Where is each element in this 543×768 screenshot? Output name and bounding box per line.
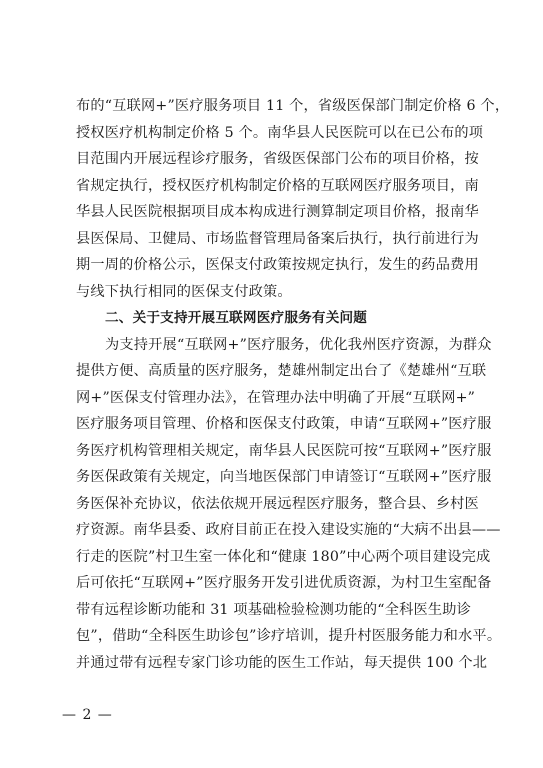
body-line: 行走的医院”村卫生室一体化和“健康 180”中心两个项目建设完成 <box>76 548 491 565</box>
body-line: 务医保政策有关规定，向当地医保部门申请签订“互联网+”医疗服 <box>76 469 492 485</box>
body-line: 提供方便、高质量的医疗服务，楚雄州制定出台了《楚雄州“互联 <box>76 363 487 379</box>
body-line: 后可依托“互联网+”医疗服务开发引进优质资源，为村卫生室配备 <box>76 575 492 591</box>
body-line: 华县人民医院根据项目成本构成进行测算制定项目价格，报南华 <box>76 204 479 220</box>
page-number: — 2 — <box>62 707 113 723</box>
body-line: 授权医疗机构制定价格 5 个。南华县人民医院可以在已公布的项 <box>76 124 484 141</box>
section-heading: 二、关于支持开展互联网医疗服务有关问题 <box>105 310 368 326</box>
body-line: 务医疗机构管理相关规定，南华县人民医院可按“互联网+”医疗服 <box>76 442 492 459</box>
body-line: 带有远程诊断功能和 31 项基础检验检测功能的“全科医生助诊 <box>76 601 472 618</box>
body-line: 期一周的价格公示，医保支付政策按规定执行，发生的药品费用 <box>76 257 479 273</box>
body-line: 并通过带有远程专家门诊功能的医生工作站，每天提供 100 个北 <box>76 654 488 671</box>
body-line: 目范围内开展远程诊疗服务，省级医保部门公布的项目价格，按 <box>76 151 479 167</box>
body-line: 为支持开展“互联网+”医疗服务，优化我州医疗资源，为群众 <box>105 336 492 353</box>
body-line: 务医保补充协议，依法依规开展远程医疗服务，整合县、乡村医 <box>76 495 479 512</box>
body-line: 县医保局、卫健局、市场监督管理局备案后执行，执行前进行为 <box>76 230 479 247</box>
body-line: 省规定执行，授权医疗机构制定价格的互联网医疗服务项目，南 <box>76 177 479 194</box>
document-body <box>76 93 510 676</box>
body-line: 医疗服务项目管理、价格和医保支付政策，申请“互联网+”医疗服 <box>76 416 492 432</box>
body-line: 网+”医保支付管理办法》，在管理办法中明确了开展“互联网+” <box>76 389 476 406</box>
body-line: 与线下执行相同的医保支付政策。 <box>76 283 292 300</box>
body-line: 疗资源。南华县委、政府目前正在投入建设实施的“大病不出县—— <box>76 522 501 538</box>
body-line: 包”，借助“全科医生助诊包”诊疗培训，提升村医服务能力和水平。 <box>76 628 502 644</box>
body-line: 布的“互联网+”医疗服务项目 11 个，省级医保部门制定价格 6 个， <box>76 98 510 114</box>
